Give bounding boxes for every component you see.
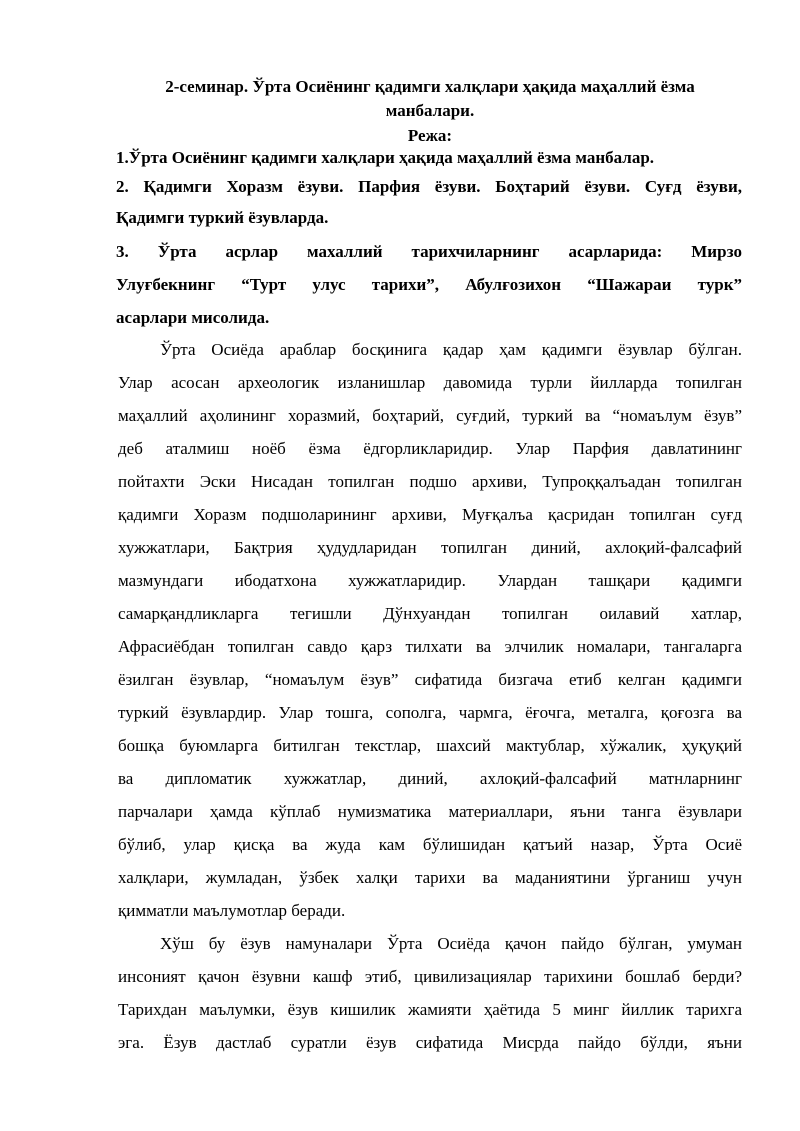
paragraph-1-line: самарқандликларга тегишли Дўнхуандан топилган оилавий хатлар,: [118, 604, 742, 623]
paragraph-1-line-last: қимматли маълумотлар беради.: [118, 901, 346, 920]
paragraph-1-line: Ўрта Осиёда араблар босқинига қадар ҳам қадимги ёзувлар бўлган.: [160, 340, 742, 359]
plan-item-1: 1.Ўрта Осиёнинг қадимги халқлари ҳақида маҳаллий ёзма манбалар.: [116, 148, 655, 167]
plan-item-2: 2. Қадимги Хоразм ёзуви. Парфия ёзуви. Боҳтарий ёзуви. Суғд ёзуви,: [116, 177, 742, 196]
plan-item-3-cont-1: Улуғбекнинг “Турт улус тарихи”, Абулғозихон “Шажараи турк”: [116, 275, 742, 294]
paragraph-1-line: мазмундаги ибодатхона хужжатларидир. Улардан ташқари қадимги: [118, 571, 742, 590]
paragraph-1-line: парчалари ҳамда кўплаб нумизматика материаллари, яъни танга ёзувлари: [118, 802, 742, 821]
paragraph-1-line: маҳаллий аҳолининг хоразмий, боҳтарий, суғдий, туркий ва “номаълум ёзув”: [118, 406, 742, 425]
paragraph-1-line: Улар асосан археологик изланишлар давомида турли йилларда топилган: [118, 373, 742, 392]
plan-item-3-cont-2: асарлари мисолида.: [116, 308, 270, 327]
paragraph-1-line: деб аталмиш ноёб ёзма ёдгорликларидир. Улар Парфия давлатининг: [118, 439, 742, 458]
paragraph-2-line: Хўш бу ёзув намуналари Ўрта Осиёда қачон пайдо бўлган, умуман: [160, 934, 742, 953]
paragraph-2-line: инсоният қачон ёзувни кашф этиб, цивилизациялар тарихини бошлаб берди?: [118, 967, 742, 986]
plan-item-3: 3. Ўрта асрлар махаллий тарихчиларнинг асарларида: Мирзо: [116, 242, 742, 261]
paragraph-1-line: Афрасиёбдан топилган савдо қарз тилхати ва элчилик номалари, тангаларга: [118, 637, 742, 656]
paragraph-1-line: ёзилган ёзувлар, “номаълум ёзув” сифатида бизгача етиб келган қадимги: [118, 670, 742, 689]
document-title-line-2: манбалари.: [385, 101, 475, 120]
paragraph-1-line: бошқа буюмларга битилган текстлар, шахсий мактублар, хўжалик, ҳуқуқий: [118, 736, 742, 755]
document-title-line-1: 2-семинар. Ўрта Осиёнинг қадимги халқлари ҳақида маҳаллий ёзма: [165, 77, 695, 96]
paragraph-1-line: туркий ёзувлардир. Улар тошга, сополга, чармга, ёғочга, металга, қоғозга ва: [118, 703, 742, 722]
paragraph-1-line: ва дипломатик хужжатлар, диний, ахлоқий-фалсафий матнларнинг: [118, 769, 742, 788]
paragraph-1-line: пойтахти Эски Нисадан топилган подшо архиви, Тупроққалъадан топилган: [118, 472, 742, 491]
plan-item-2-cont: Қадимги туркий ёзувларда.: [116, 208, 329, 227]
paragraph-2-line: Тарихдан маълумки, ёзув кишилик жамияти ҳаётида 5 минг йиллик тарихга: [118, 1000, 742, 1019]
paragraph-1-line: бўлиб, улар қисқа ва жуда кам бўлишидан қатъий назар, Ўрта Осиё: [118, 835, 742, 854]
paragraph-1-line: қадимги Хоразм подшоларининг архиви, Муғқалъа қасридан топилган суғд: [118, 505, 742, 524]
paragraph-1-line: халқлари, жумладан, ўзбек халқи тарихи ва маданиятини ўрганиш учун: [118, 868, 742, 887]
paragraph-2-line: эга. Ёзув дастлаб суратли ёзув сифатида Мисрда пайдо бўлди, яъни: [118, 1033, 742, 1052]
paragraph-1-line: хужжатлари, Бақтрия ҳудудларидан топилган диний, ахлоқий-фалсафий: [118, 538, 742, 557]
plan-heading: Режа:: [407, 126, 453, 145]
